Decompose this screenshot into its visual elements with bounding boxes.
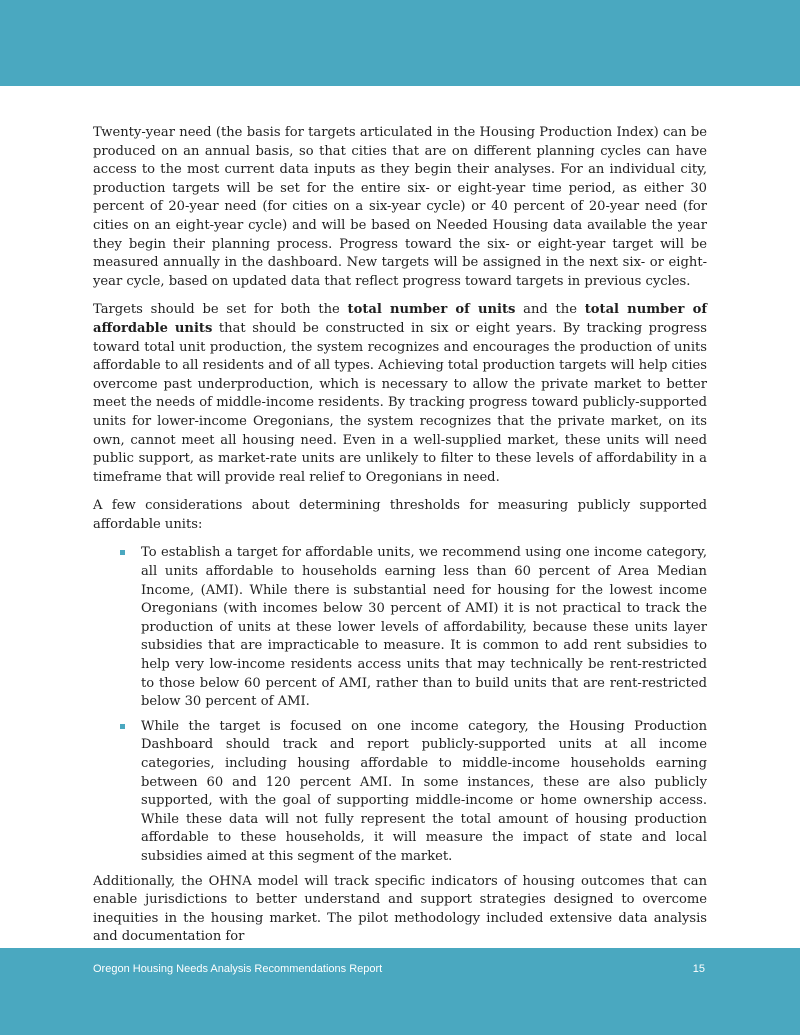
list-item-text: While the target is focused on one income category, the Housing Production Dashboard should track and report publicly-supported units at all income categories, including housing affordable to middle-income households earning between 60 and 120 percent AMI. In some instances, these are also publicly supported, with the goal of supporting middle-income or home ownership access. While these data will not fully represent the total amount of housing production affordable to these households, it will measure the impact of state and local subsidies aimed at this segment of the market. xyxy=(141,718,707,864)
bold-total-units: total number of units xyxy=(347,302,516,318)
considerations-list xyxy=(93,544,707,866)
targets-rest-text: that should be constructed in six or eight years. By tracking progress toward total unit production, the system recognizes and encourages the production of units affordable to all residents and of all types. Achieving total production targets will help cities overcome past underproduction, which is necessary to allow the private market to better meet the needs of middle-income residents. By tracking progress toward publicly-supported units for lower-income Oregonians, the system recognizes that the private market, on its own, cannot meet all housing need. Even in a well-supplied market, these units will need public support, as market-rate units are unlikely to filter to these levels of affordability in a timeframe that will provide real relief to Oregonians in need. xyxy=(93,320,707,485)
paragraph-additionally: Additionally, the OHNA model will track specific indicators of housing outcomes that can enable jurisdictions to better understand and support strategies designed to overcome inequities in the housing market. The pilot methodology included extensive data analysis and documentation for xyxy=(93,873,707,945)
paragraph-twenty-year-need: Twenty-year need (the basis for targets articulated in the Housing Production Index) can be produced on an annual basis, so that cities that are on different planning cycles can have access to the most current data inputs as they begin their analyses. For an individual city, production targets will be set for the entire six- or eight-year time period, as either 30 percent of 20-year need (for cities on a six-year cycle) or 40 percent of 20-year need (for cities on an eight-year cycle) and will be based on Needed Housing data available the year they begin their planning process. Progress toward the six- or eight-year target will be measured annually in the dashboard. New targets will be assigned in the next six- or eight-year cycle, based on updated data that reflect progress toward targets in previous cycles. xyxy=(93,125,707,289)
page-number: 15 xyxy=(692,963,705,975)
paragraph-targets xyxy=(93,301,707,487)
targets-intro-text: Targets should be set for both the xyxy=(93,302,348,318)
document-body xyxy=(93,124,707,957)
list-item xyxy=(141,544,707,711)
paragraph-considerations: A few considerations about determining thresholds for measuring publicly supported affordable units: xyxy=(93,498,707,532)
targets-mid-text: and the xyxy=(515,302,585,318)
footer-band xyxy=(0,948,800,1035)
square-bullet-icon xyxy=(120,724,125,729)
footer-title: Oregon Housing Needs Analysis Recommendations Report xyxy=(93,963,383,975)
bold-total-affordable-units: total number of affordable units xyxy=(93,302,707,336)
square-bullet-icon xyxy=(120,550,125,555)
list-item-text: To establish a target for affordable units, we recommend using one income category, all units affordable to households earning less than 60 percent of Area Median Income, (AMI). While there is substantial need for housing for the lowest income Oregonians (with incomes below 30 percent of AMI) it is not practical to track the production of units at these lower levels of affordability, because these units layer subsidies that are impracticable to measure. It is common to add rent subsidies to help very low-income residents access units that may technically be rent-restricted to those below 60 percent of AMI, rather than to build units that are rent-restricted below 30 percent of AMI. xyxy=(141,545,707,710)
header-band xyxy=(0,0,800,86)
list-item xyxy=(141,718,707,867)
